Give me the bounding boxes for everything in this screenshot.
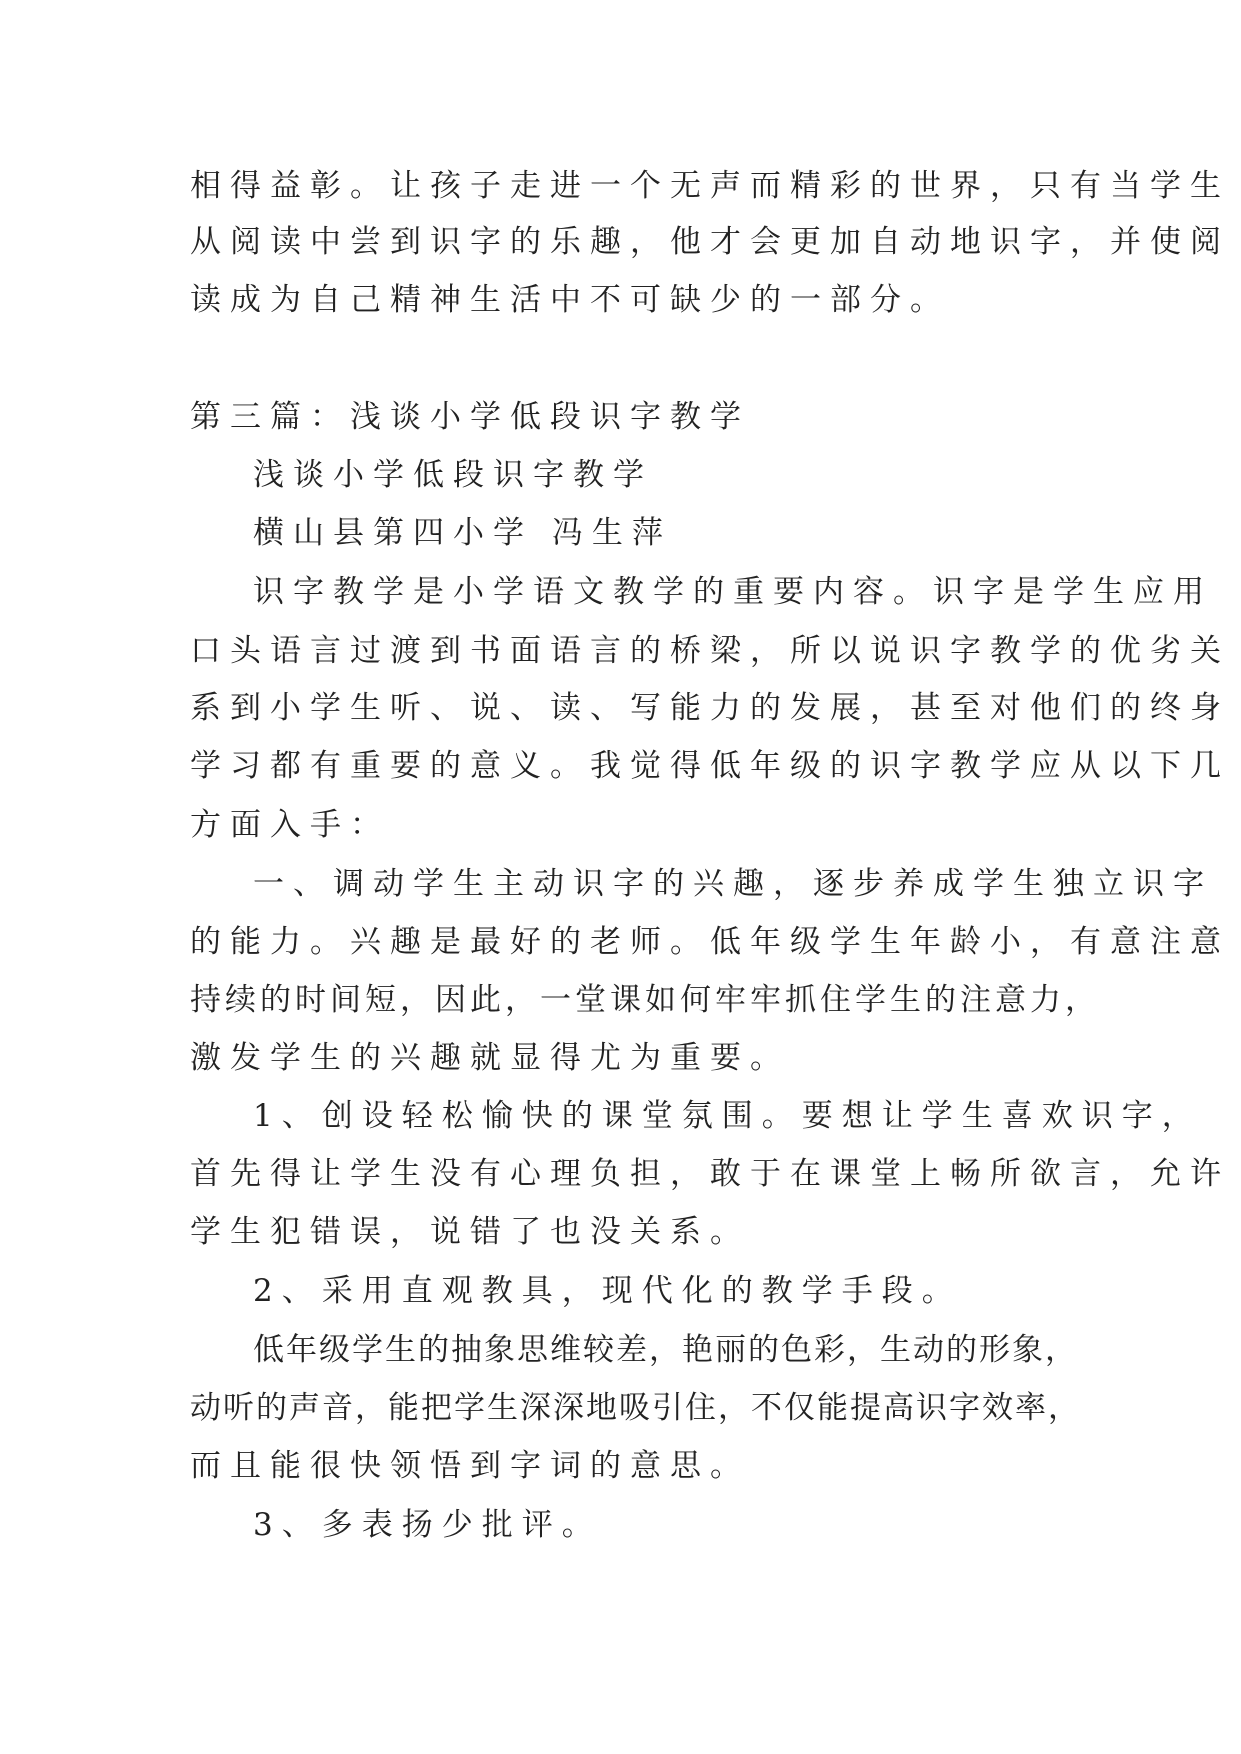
text-line: 口头语言过渡到书面语言的桥梁，所以说识字教学的优劣关 [190,633,1230,669]
text-line: 读成为自己精神生活中不可缺少的一部分。 [190,282,950,318]
text-line: 3、多表扬少批评。 [253,1507,602,1543]
text-line: 持续的时间短，因此，一堂课如何牢牢抓住学生的注意力， [190,982,1100,1018]
text-line: 系到小学生听、说、读、写能力的发展，甚至对他们的终身 [190,690,1230,726]
text-line: 动听的声音，能把学生深深地吸引住，不仅能提高识字效率， [190,1390,1081,1426]
text-line: 方面入手： [190,807,390,843]
section-heading: 第三篇：浅谈小学低段识字教学 [190,399,750,435]
text-line: 1、创设轻松愉快的课堂氛围。要想让学生喜欢识字， [253,1098,1202,1134]
text-line: 激发学生的兴趣就显得尤为重要。 [190,1040,790,1076]
text-line: 从阅读中尝到识字的乐趣，他才会更加自动地识字，并使阅 [190,224,1230,260]
text-line: 2、采用直观教具，现代化的教学手段。 [253,1273,962,1309]
text-line: 学生犯错误，说错了也没关系。 [190,1214,750,1250]
text-line: 低年级学生的抽象思维较差，艳丽的色彩，生动的形象， [253,1332,1078,1368]
text-line: 而且能很快领悟到字词的意思。 [190,1448,750,1484]
article-title: 浅谈小学低段识字教学 [253,457,653,493]
text-line: 识字教学是小学语文教学的重要内容。识字是学生应用 [253,574,1213,610]
text-line: 首先得让学生没有心理负担，敢于在课堂上畅所欲言，允许 [190,1156,1230,1192]
text-line: 学习都有重要的意义。我觉得低年级的识字教学应从以下几 [190,748,1230,784]
text-line: 相得益彰。让孩子走进一个无声而精彩的世界，只有当学生 [190,168,1230,204]
author-line: 横山县第四小学 冯生萍 [253,515,672,551]
text-line: 的能力。兴趣是最好的老师。低年级学生年龄小，有意注意 [190,924,1230,960]
text-line: 一、调动学生主动识字的兴趣，逐步养成学生独立识字 [253,866,1213,902]
